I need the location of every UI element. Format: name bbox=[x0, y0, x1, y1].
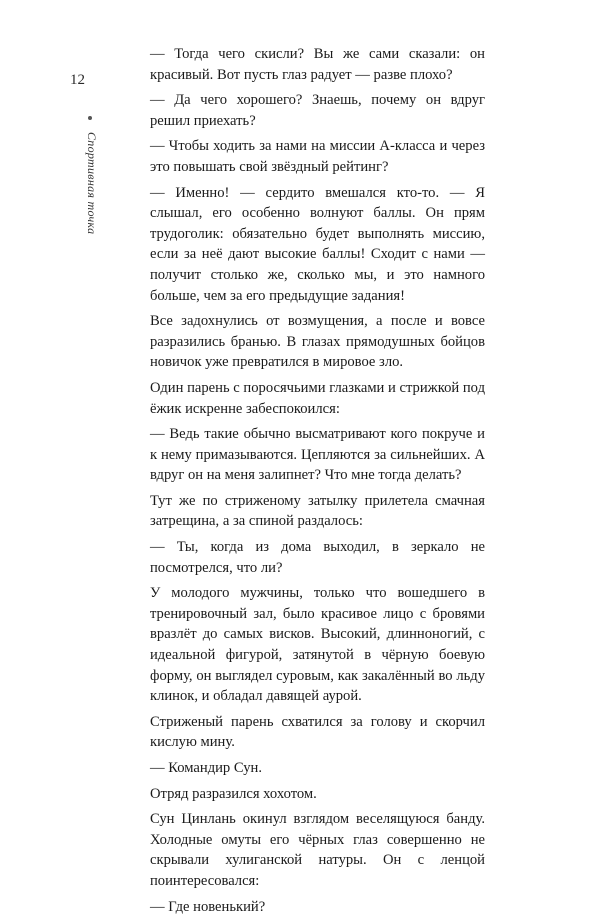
paragraph: — Именно! — сердито вмешался кто-то. — Я слышал, его особенно волнуют баллы. Он прям трудоголик: обязательно будет выполнять миссию, если за неё дают высокие баллы! Сходит с нами — получит столько же, сколько мы, и это намного больше, чем за его предыдущие задания! bbox=[150, 184, 485, 304]
page-number: 12 bbox=[70, 72, 85, 88]
paragraph: Все задохнулись от возмущения, а после и вовсе разразились бранью. В глазах прямодушных бойцов новичок уже превратился в мировое зло. bbox=[150, 313, 485, 371]
paragraph: Стриженый парень схватился за голову и скорчил кислую мину. bbox=[150, 713, 485, 751]
paragraph: Сун Цинлань окинул взглядом веселящуюся банду. Холодные омуты его чёрных глаз совершенно не скрывали хулиганской натуры. Он с ленцой поинтересовался: bbox=[150, 811, 485, 889]
paragraph: — Чтобы ходить за нами на миссии А-класса и через это повышать свой звёздный рейтинг? bbox=[150, 138, 485, 175]
paragraph: — Командир Сун. bbox=[150, 760, 262, 776]
paragraph: Отряд разразился хохотом. bbox=[150, 785, 317, 802]
margin-dot bbox=[88, 116, 92, 120]
paragraph: Один парень с поросячьими глазками и стрижкой под ёжик искренне забеспокоился: bbox=[150, 379, 485, 417]
paragraph: У молодого мужчины, только что вошедшего в тренировочный зал, было красивое лицо с бровями вразлёт до самых висков. Высокий, длинноногий, с идеальной фигурой, затянутой в чёрную боевую форму, он выглядел суровым, как закалённый во льду клинок, и обладал давящей аурой. bbox=[150, 585, 485, 705]
paragraph: — Тогда чего скисли? Вы же сами сказали: он красивый. Вот пусть глаз радует — разве плохо? bbox=[150, 46, 485, 83]
paragraph: Тут же по стриженому затылку прилетела смачная затрещина, а за спиной раздалось: bbox=[150, 492, 485, 530]
paragraph: — Где новенький? bbox=[150, 898, 266, 915]
paragraph: — Ведь такие обычно высматривают кого покруче и к нему примазываются. Цепляются за сильнейших. А вдруг он на меня залипнет? Что мне тогда делать? bbox=[150, 426, 485, 484]
paragraph: — Да чего хорошего? Знаешь, почему он вдруг решил приехать? bbox=[150, 92, 485, 129]
running-head: Спортивная точка bbox=[85, 132, 99, 235]
paragraph: — Ты, когда из дома выходил, в зеркало не посмотрелся, что ли? bbox=[150, 539, 485, 576]
body-text bbox=[150, 44, 485, 922]
